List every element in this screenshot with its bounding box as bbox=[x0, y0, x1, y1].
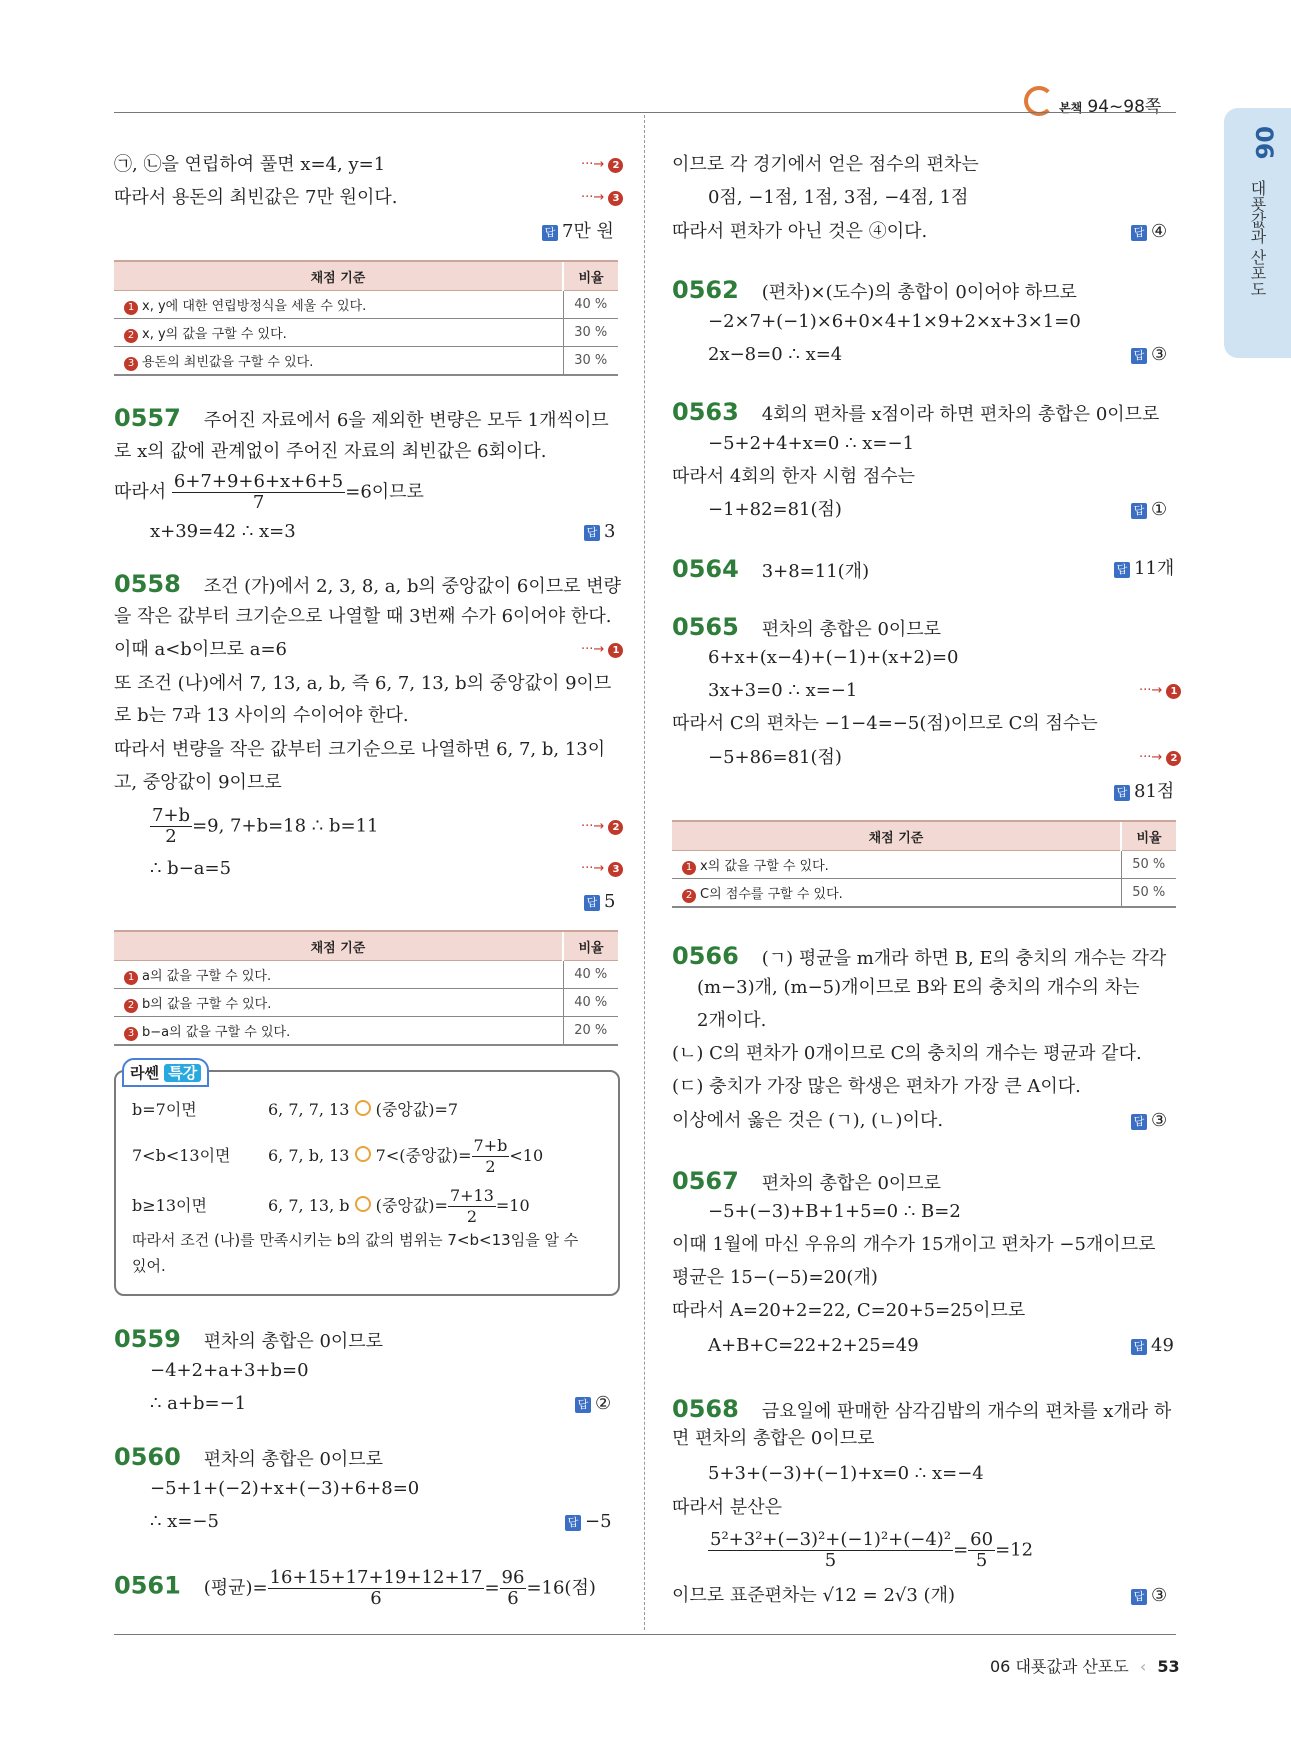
problem-number: 0567 bbox=[672, 1167, 739, 1195]
p0566-answer: 답 ③ bbox=[1131, 1109, 1167, 1133]
p0558-line6: 따라서 변량을 작은 값부터 크기순으로 나열하면 6, 7, b, 13이 bbox=[114, 739, 606, 760]
p0565-line2: 6+x+(x−4)+(−1)+(x+2)=0 bbox=[708, 647, 959, 668]
fraction: $\frac{96}{6}$ bbox=[501, 1567, 525, 1609]
step-marker-2: ···→ 2 bbox=[581, 819, 623, 835]
p0565-line5: −5+86=81(점) bbox=[708, 747, 842, 768]
answer-icon: 답 bbox=[1131, 1589, 1147, 1605]
p0563-line2: −5+2+4+x=0 ∴ x=−1 bbox=[708, 433, 915, 454]
p0558-line7: 고, 중앙값이 9이므로 bbox=[114, 772, 282, 793]
tip-row2: 7<b<13이면 6, 7, b, 13 7<(중앙값)= $\frac{7+b}{2}$ <10 bbox=[132, 1136, 544, 1176]
p0565-line4: 따라서 C의 편차는 −1−4=−5(점)이므로 C의 점수는 bbox=[672, 713, 1098, 734]
chapter-title: 대푯값과 산포도 bbox=[1248, 180, 1267, 298]
answer-icon: 답 bbox=[1131, 503, 1147, 519]
table-row: 2 C의 점수를 구할 수 있다. 50 % bbox=[672, 879, 1176, 908]
page-number: 53 bbox=[1157, 1657, 1180, 1676]
arrow-icon bbox=[355, 1146, 371, 1162]
step-marker-2: ···→ 2 bbox=[581, 157, 623, 173]
p0562-line2: −2×7+(−1)×6+0×4+1×9+2×x+3×1=0 bbox=[708, 311, 1081, 332]
p0557-line1: 0557 주어진 자료에서 6을 제외한 변량은 모두 1개씩이므 bbox=[114, 404, 609, 432]
p0558-line3: 이때 a<b이므로 a=6 bbox=[114, 639, 287, 660]
table-row: 2 x, y의 값을 구할 수 있다. 30 % bbox=[114, 319, 618, 347]
answer-icon: 답 bbox=[542, 225, 558, 241]
answer-icon: 답 bbox=[584, 895, 600, 911]
p0564-answer: 답 11개 bbox=[1114, 557, 1174, 581]
header-rule bbox=[114, 112, 1176, 113]
p0567-line2: −5+(−3)+B+1+5=0 ∴ B=2 bbox=[708, 1201, 961, 1222]
criteria-header: 채점 기준 bbox=[672, 821, 1121, 851]
p0563-answer: 답 ① bbox=[1131, 498, 1167, 522]
answer-icon: 답 bbox=[1114, 785, 1130, 801]
ratio-header: 비율 bbox=[1121, 821, 1176, 851]
step-marker-1: ···→ 1 bbox=[581, 642, 623, 658]
p0566-line1: 0566 (ㄱ) 평균을 m개라 하면 B, E의 충치의 개수는 각각 bbox=[672, 942, 1167, 970]
footer-chapter: 06 대푯값과 산포도 bbox=[990, 1657, 1129, 1676]
p0568-line6: 이므로 표준편차는 √12 = 2√3 (개) bbox=[672, 1585, 955, 1606]
p0562-line1: 0562 (편차)×(도수)의 총합이 0이어야 하므로 bbox=[672, 276, 1077, 304]
problem-number: 0568 bbox=[672, 1395, 739, 1423]
chapter-number: 06 bbox=[1250, 126, 1278, 160]
answer-icon: 답 bbox=[1131, 348, 1147, 364]
table-row: 2 b의 값을 구할 수 있다. 40 % bbox=[114, 989, 618, 1017]
p0564-line1: 0564 3+8=11(개) bbox=[672, 555, 870, 583]
p0565-answer: 답 81점 bbox=[1114, 780, 1174, 804]
p0556-answer: 답 7만 원 bbox=[542, 220, 614, 244]
p0566-line4: (ㄴ) C의 편차가 0개이므로 C의 충치의 개수는 평균과 같다. bbox=[672, 1043, 1142, 1064]
p0568-line3: 5+3+(−3)+(−1)+x=0 ∴ x=−4 bbox=[708, 1463, 984, 1484]
answer-icon: 답 bbox=[1131, 1339, 1147, 1355]
p0560-answer: 답 −5 bbox=[565, 1510, 612, 1534]
p0566-line2: (m−3)개, (m−5)개이므로 B와 E의 충치의 개수의 차는 bbox=[697, 977, 1140, 998]
p0557-line4: x+39=42 ∴ x=3 bbox=[150, 521, 296, 542]
page-range: 94~98쪽 bbox=[1087, 97, 1162, 117]
fraction: $\frac{7+b}{2}$ bbox=[473, 1136, 508, 1176]
table-row: 3 용돈의 최빈값을 구할 수 있다. 30 % bbox=[114, 347, 618, 376]
p0560-line3: ∴ x=−5 bbox=[150, 1511, 219, 1532]
fraction: $\frac{6+7+9+6+x+6+5}{7}$ bbox=[173, 471, 344, 513]
p0558-line9: ∴ b−a=5 bbox=[150, 858, 232, 879]
answer-icon: 답 bbox=[565, 1515, 581, 1531]
problem-number: 0557 bbox=[114, 404, 181, 432]
fraction: $\frac{60}{5}$ bbox=[970, 1529, 994, 1571]
step-marker-3: ···→ 3 bbox=[581, 190, 623, 206]
step-marker-1: ···→ 1 bbox=[1139, 683, 1181, 699]
criteria-table-1 bbox=[114, 260, 618, 376]
p0568-line1: 0568 금요일에 판매한 삼각김밥의 개수의 편차를 x개라 하 bbox=[672, 1395, 1172, 1423]
p0556-line2: 따라서 용돈의 최빈값은 7만 원이다. bbox=[114, 187, 398, 208]
p0559-line3: ∴ a+b=−1 bbox=[150, 1393, 247, 1414]
p0568-line5: $\frac{\text{5²+3²+(−3)²+(−1)²+(−4)²}}{5}$ = $\frac{60}{5}$ =12 bbox=[710, 1529, 1034, 1571]
tip-title: 라쎈 특강 bbox=[122, 1058, 209, 1087]
book-label: 본책 bbox=[1059, 101, 1083, 115]
problem-number: 0565 bbox=[672, 613, 739, 641]
fraction: $\frac{16+15+17+19+12+17}{6}$ bbox=[269, 1567, 483, 1609]
p0558-line8: $\frac{7+b}{2}$ =9, 7+b=18 ∴ b=11 bbox=[152, 805, 379, 847]
p0565-line3: 3x+3=0 ∴ x=−1 bbox=[708, 680, 858, 701]
p0561-line1: 0561 (평균)= $\frac{16+15+17+19+12+17}{6}$ = $\frac{96}{6}$ =16(점) bbox=[114, 1567, 596, 1609]
problem-number: 0561 bbox=[114, 1571, 181, 1600]
p0566-line5: (ㄷ) 충치가 가장 많은 학생은 편차가 가장 큰 A이다. bbox=[672, 1076, 1081, 1097]
answer-icon: 답 bbox=[575, 1397, 591, 1413]
p0558-line5: 로 b는 7과 13 사이의 수이어야 한다. bbox=[114, 705, 409, 726]
p0556-line1: ㉠, ㉡을 연립하여 풀면 x=4, y=1 bbox=[114, 154, 386, 175]
p0563-line1: 0563 4회의 편차를 x점이라 하면 편차의 총합은 0이므로 bbox=[672, 398, 1160, 426]
p0568-line2: 면 편차의 총합은 0이므로 bbox=[672, 1428, 875, 1449]
p0561-answer: 답 ④ bbox=[1131, 220, 1167, 244]
p0568-line4: 따라서 분산은 bbox=[672, 1497, 783, 1518]
column-divider bbox=[644, 115, 645, 1630]
table-row: 1 x, y에 대한 연립방정식을 세울 수 있다. 40 % bbox=[114, 291, 618, 319]
p0558-line1: 0558 조건 (가)에서 2, 3, 8, a, b의 중앙값이 6이므로 변량 bbox=[114, 570, 621, 598]
ratio-header: 비율 bbox=[563, 261, 618, 291]
p0562-line3: 2x−8=0 ∴ x=4 bbox=[708, 344, 843, 365]
problem-number: 0566 bbox=[672, 942, 739, 970]
chevron-left-icon: ‹ bbox=[1139, 1657, 1147, 1676]
p0563-line3: 따라서 4회의 한자 시험 점수는 bbox=[672, 466, 915, 487]
p0557-line3: 따라서 $\frac{6+7+9+6+x+6+5}{7}$ =6이므로 bbox=[114, 471, 424, 513]
p0567-line1: 0567 편차의 총합은 0이므로 bbox=[672, 1167, 942, 1195]
ratio-header: 비율 bbox=[563, 931, 618, 961]
p0558-line4: 또 조건 (나)에서 7, 13, a, b, 즉 6, 7, 13, b의 중앙값이 9이므 bbox=[114, 673, 612, 694]
p0561c-line3: 따라서 편차가 아닌 것은 ④이다. bbox=[672, 221, 928, 242]
step-marker-2: ···→ 2 bbox=[1139, 750, 1181, 766]
p0559-line1: 0559 편차의 총합은 0이므로 bbox=[114, 1325, 384, 1353]
p0558-line2: 을 작은 값부터 크기순으로 나열할 때 3번째 수가 6이어야 한다. bbox=[114, 606, 612, 627]
problem-number: 0564 bbox=[672, 555, 739, 583]
p0557-answer: 답 3 bbox=[584, 520, 615, 544]
p0559-answer: 답 ② bbox=[575, 1392, 611, 1416]
p0560-line2: −5+1+(−2)+x+(−3)+6+8=0 bbox=[150, 1478, 420, 1499]
footer-rule bbox=[114, 1634, 1176, 1635]
criteria-table-3 bbox=[672, 820, 1176, 908]
table-row: 1 a의 값을 구할 수 있다. 40 % bbox=[114, 961, 618, 989]
answer-icon: 답 bbox=[1114, 562, 1130, 578]
criteria-header: 채점 기준 bbox=[114, 261, 563, 291]
fraction: $\frac{7+b}{2}$ bbox=[152, 805, 191, 847]
table-row: 1 x의 값을 구할 수 있다. 50 % bbox=[672, 851, 1176, 879]
answer-icon: 답 bbox=[584, 525, 600, 541]
arrow-icon bbox=[355, 1196, 371, 1212]
problem-number: 0562 bbox=[672, 276, 739, 304]
problem-number: 0559 bbox=[114, 1325, 181, 1353]
p0561c-line2: 0점, −1점, 1점, 3점, −4점, 1점 bbox=[708, 187, 969, 208]
p0567-line5: 따라서 A=20+2=22, C=20+5=25이므로 bbox=[672, 1300, 1026, 1321]
tip-row3: b≥13이면 6, 7, 13, b (중앙값)= $\frac{7+13}{2}$ =10 bbox=[132, 1186, 530, 1226]
table-row: 3 b−a의 값을 구할 수 있다. 20 % bbox=[114, 1017, 618, 1046]
answer-icon: 답 bbox=[1131, 1114, 1147, 1130]
criteria-table-2 bbox=[114, 930, 618, 1046]
p0557-line2: 로 x의 값에 관계없이 주어진 자료의 최빈값은 6회이다. bbox=[114, 441, 547, 462]
fraction: $\frac{\text{5²+3²+(−3)²+(−1)²+(−4)²}}{5}$ bbox=[710, 1529, 952, 1571]
fraction: $\frac{7+13}{2}$ bbox=[449, 1186, 494, 1226]
tip-row5: 있어. bbox=[132, 1257, 166, 1275]
p0563-line4: −1+82=81(점) bbox=[708, 499, 842, 520]
p0567-line4: 평균은 15−(−5)=20(개) bbox=[672, 1267, 878, 1288]
criteria-header: 채점 기준 bbox=[114, 931, 563, 961]
arrow-icon bbox=[355, 1100, 371, 1116]
tip-row4: 따라서 조건 (나)를 만족시키는 b의 값의 범위는 7<b<13임을 알 수 bbox=[132, 1231, 579, 1249]
p0567-line3: 이때 1월에 마신 우유의 개수가 15개이고 편차가 −5개이므로 bbox=[672, 1234, 1156, 1255]
p0558-answer: 답 5 bbox=[584, 890, 615, 914]
p0560-line1: 0560 편차의 총합은 0이므로 bbox=[114, 1443, 384, 1471]
p0567-answer: 답 49 bbox=[1131, 1334, 1174, 1358]
p0568-answer: 답 ③ bbox=[1131, 1584, 1167, 1608]
chapter-side-tab[interactable] bbox=[1224, 108, 1291, 358]
p0562-answer: 답 ③ bbox=[1131, 343, 1167, 367]
p0567-line6: A+B+C=22+2+25=49 bbox=[708, 1335, 919, 1356]
p0566-line3: 2개이다. bbox=[697, 1010, 767, 1031]
tip-row1: b=7이면 6, 7, 7, 13 (중앙값)=7 bbox=[132, 1100, 459, 1119]
problem-number: 0563 bbox=[672, 398, 739, 426]
p0559-line2: −4+2+a+3+b=0 bbox=[150, 1360, 309, 1381]
problem-number: 0558 bbox=[114, 570, 181, 598]
step-marker-3: ···→ 3 bbox=[581, 861, 623, 877]
p0566-line6: 이상에서 옳은 것은 (ㄱ), (ㄴ)이다. bbox=[672, 1110, 944, 1131]
answer-icon: 답 bbox=[1131, 225, 1147, 241]
p0561c-line1: 이므로 각 경기에서 얻은 점수의 편차는 bbox=[672, 154, 979, 175]
p0565-line1: 0565 편차의 총합은 0이므로 bbox=[672, 613, 942, 641]
footer bbox=[990, 1654, 1180, 1677]
problem-number: 0560 bbox=[114, 1443, 181, 1471]
